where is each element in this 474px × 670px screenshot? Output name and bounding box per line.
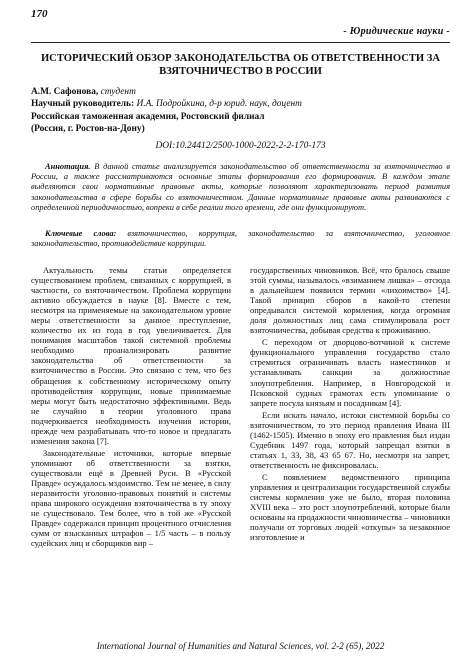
body-column-right (250, 265, 450, 542)
abstract-text: В данной статье анализируется законодательство об ответственности за взяточничество в России, а также рассматриваются основные этапы формирования его формирования. В каждом этапе выделяются свои нормативные правовые акты, которые позволяют характеризовать период развития законодательства в сфере борьбы со взяточничеством. Данные нормативные правовые акты развиваются с определенной периодичностью, вопреки в себе реалии того времени, где они функционируют. (31, 162, 450, 212)
author-block (31, 86, 450, 136)
affiliation: Российская таможенная академия, Ростовский филиал (31, 111, 265, 122)
paragraph: С переходом от дворцово-вотчиной к системе функционального управления государство стало стремиться ограничивать власть наместников и устанавливать санкции за должностные злоупотребления. Например, в Новгородской и Псковской судных грамотах есть упоминание о запрете посула князьям и посадникам [4]. (250, 337, 450, 408)
paragraph: Актуальность темы статьи определяется существованием проблем, связанных с коррупцией, в частности, со взяточничеством. Проблема коррупции активно обсуждается в науке [8]. Вместе с тем, несмотря на применяемые на законодательном уровне меры ответственности за данное преступление, количество их из года в год увеличивается. Для понимания масштабов такой системной проблемы необходимо проанализировать развитие законодательства об ответственности за взяточничество в России. Это связано с тем, что без обращения к собственному историческому опыту противодействия коррупции, новые принимаемые меры могут быть недостаточно эффективными. Ведь не случайно в теории уголовного права подчеркивается необходимость изучения истории, прежде чем разрабатывать что-то новое и предлагать изменения закона [7]. (31, 265, 231, 446)
section-label: - Юридические науки - (343, 26, 450, 37)
author-line (31, 86, 450, 98)
paragraph: государственных чиновников. Всё, что бралось свыше этой суммы, называлось «взиманием лишка» – отсюда в дальнейшем появился термин «лихоимство» [4]. Такой принцип сборов в какой-то степени опредывался системой кормления, когда огромная доля должностных лиц сама стимулировала рост взяточничества, добывая средства к проживанию. (250, 265, 450, 336)
paragraph: С появлением ведомственного принципа управления и централизации государственной службы системы кормления уже не было, вторая половина XVIII века – это рост злоупотреблений, которые были основаны на продажности чиновничества – чиновники получали от торговых людей «откупы» за незаконное изготовление и (250, 471, 450, 543)
author-name: А.М. Сафонова, (31, 87, 99, 97)
paragraph: Законодательные источники, которые впервые упоминают об ответственности за взятки, существовали ещё в Древней Руси. В «Русской Правде» осуждалось мздоимство. Тем не менее, в силу неразвитости уголовно-правовых понятий и системы права широкого осуждения взяточничества в ту эпоху не существовало. Тем более, что в той же «Русской Правде» содержался принцип процентного отчисления сумм от взысканных штрафов – 1/5 часть – в пользу судейских лиц и сборщиков вир – (31, 447, 231, 549)
article-title: ИСТОРИЧЕСКИЙ ОБЗОР ЗАКОНОДАТЕЛЬСТВА ОБ ОТВЕТСТВЕННОСТИ ЗА ВЗЯТОЧНИЧЕСТВО В РОССИИ (40, 53, 441, 77)
keywords (31, 229, 450, 249)
abstract (31, 162, 450, 213)
journal-footer: International Journal of Humanities and Natural Sciences, vol. 2-2 (65), 2022 (96, 641, 385, 651)
section-header (31, 26, 450, 43)
advisor-line (31, 98, 450, 110)
keywords-label: Ключевые слова: (45, 229, 117, 238)
advisor-label: Научный руководитель: (31, 99, 135, 110)
affiliation-location: (Россия, г. Ростов-на-Дону) (31, 124, 145, 135)
advisor-name: И.А. Подройкина, д-р юрид. наук, доцент (134, 99, 302, 110)
keywords-text: взяточничество, коррупция, законодательство за взяточничество, уголовное законодательство, противодействие коррупции. (31, 229, 450, 249)
doi: DOI:10.24412/2500-1000-2022-2-2-170-173 (155, 141, 326, 151)
paragraph: Если искать начало, истоки системной борьбы со взяточничеством, то это период правления Ивана III (1462-1505). Именно в эпоху его правления был издан Судебник 1497 года, который запрещал взятки в статьях 1, 33, 38, 43 65 67. Но, несмотря на запрет, ответственность не фиксировалась. (250, 409, 450, 470)
abstract-label: Аннотация. (45, 162, 91, 171)
author-role: студент (98, 87, 136, 97)
page-number: 170 (31, 8, 48, 20)
body-column-left (31, 265, 231, 548)
